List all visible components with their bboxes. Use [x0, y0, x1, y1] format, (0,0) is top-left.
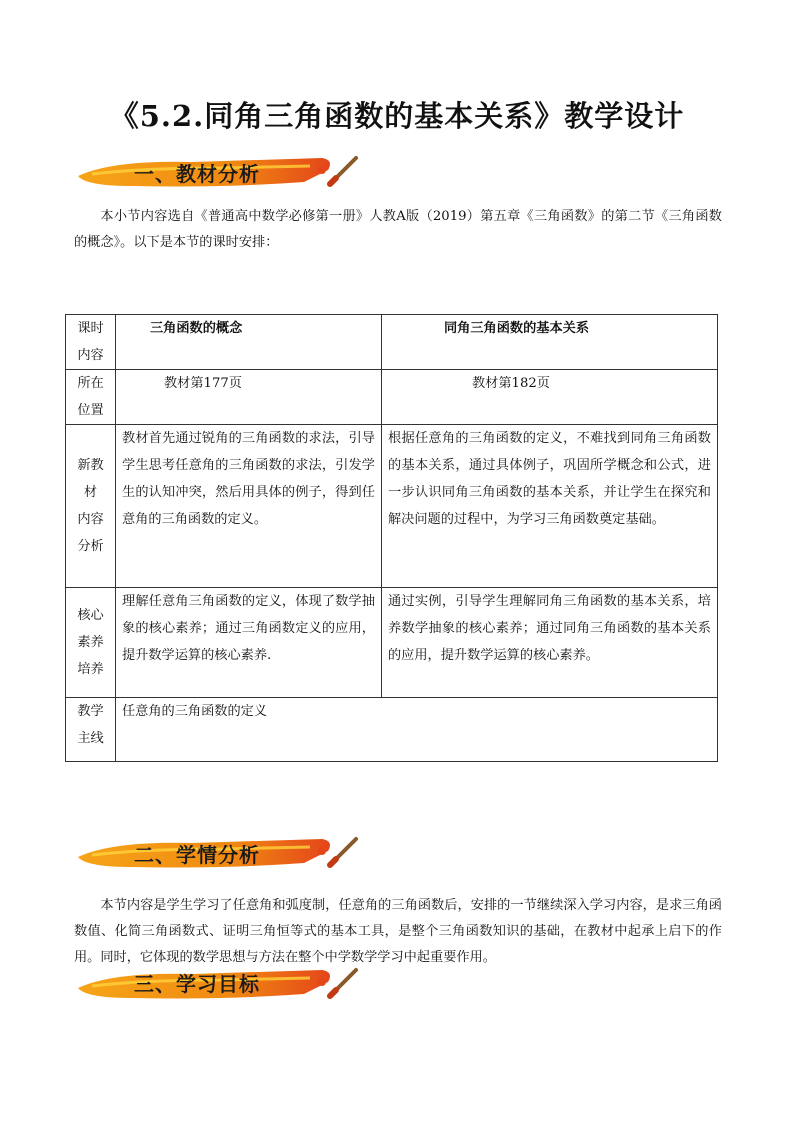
row-header-line: 内容 [77, 512, 104, 527]
table-cell: 三角函数的概念 [116, 315, 382, 370]
table-row [66, 315, 718, 370]
brush-pen-icon [330, 839, 356, 865]
section-label: 二、学情分析 [134, 843, 260, 867]
brush-pen-icon [330, 970, 356, 996]
row-header-line: 新教 [77, 458, 104, 473]
table-row [66, 425, 718, 588]
row-header-line: 教学 [77, 704, 104, 719]
section-banner-3 [72, 964, 372, 1004]
row-header-line: 素养 [77, 635, 104, 650]
row-header-line: 所在 [77, 376, 104, 391]
schedule-table [65, 314, 718, 762]
row-header [66, 315, 116, 370]
row-header-line: 培养 [77, 662, 104, 677]
section-label: 三、学习目标 [134, 972, 260, 996]
row-header [66, 425, 116, 588]
row-header [66, 698, 116, 762]
table-row [66, 698, 718, 762]
row-header-line: 材 [83, 485, 98, 500]
row-header [66, 588, 116, 698]
table-row [66, 588, 718, 698]
row-header [66, 370, 116, 425]
table-cell: 教材第177页 [116, 370, 382, 425]
learning-paragraph: 本节内容是学生学习了任意角和弧度制，任意角的三角函数后，安排的一节继续深入学习内容，是求三角函数值、化简三角函数式、证明三角恒等式的基本工具，是整个三角函数知识的基础，在教材中起承上启下的作用。同时，它体现的数学思想与方法在整个中学数学学习中起重要作用。 [74, 898, 722, 965]
section-banner-2 [72, 833, 372, 873]
table-cell: 根据任意角的三角函数的定义，不难找到同角三角函数的基本关系，通过具体例子，巩固所学概念和公式，进一步认识同角三角函数的基本关系，并让学生在探究和解决问题的过程中，为学习三角函数奠定基础。 [382, 425, 718, 588]
table-cell: 通过实例，引导学生理解同角三角函数的基本关系，培养数学抽象的核心素养；通过同角三角函数的基本关系的应用，提升数学运算的核心素养。 [382, 588, 718, 698]
table-cell: 同角三角函数的基本关系 [382, 315, 718, 370]
table-cell: 教材首先通过锐角的三角函数的求法，引导学生思考任意角的三角函数的求法，引发学生的认知冲突，然后用具体的例子，得到任意角的三角函数的定义。 [116, 425, 382, 588]
intro-paragraph: 本小节内容选自《普通高中数学必修第一册》人教A版（2019）第五章《三角函数》的第二节《三角函数的概念》。以下是本节的课时安排： [74, 209, 722, 250]
row-header-line: 位置 [77, 403, 104, 418]
row-header-line: 分析 [77, 539, 104, 554]
row-header-line: 主线 [77, 731, 104, 746]
section-banner-1 [72, 152, 372, 192]
row-header-line: 核心 [77, 608, 104, 623]
table-row [66, 370, 718, 425]
row-header-line: 课时 [77, 321, 104, 336]
brush-pen-icon [330, 158, 356, 184]
table-cell: 教材第182页 [382, 370, 718, 425]
table-cell: 理解任意角三角函数的定义，体现了数学抽象的核心素养；通过三角函数定义的应用，提升数学运算的核心素养. [116, 588, 382, 698]
section-label: 一、教材分析 [134, 162, 260, 186]
table-cell: 任意角的三角函数的定义 [116, 698, 718, 762]
page-title: 《5.2.同角三角函数的基本关系》教学设计 [109, 99, 685, 133]
row-header-line: 内容 [77, 348, 104, 363]
